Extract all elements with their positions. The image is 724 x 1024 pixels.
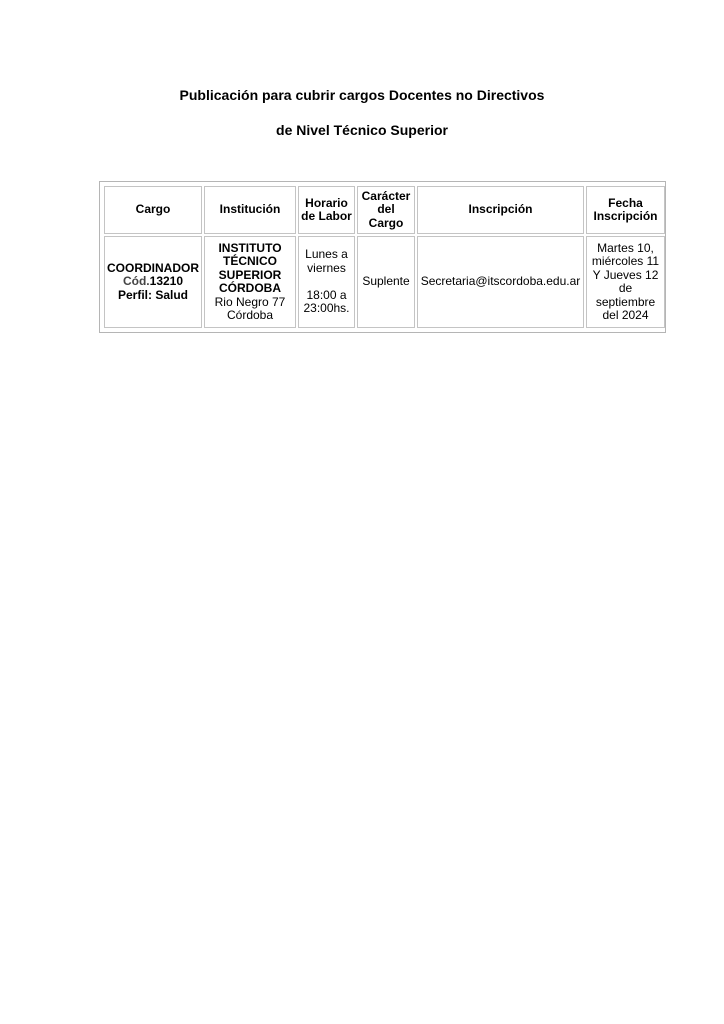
cell-fecha: Martes 10, miércoles 11 Y Jueves 12 de septiembre del 2024 (586, 236, 665, 328)
cargo-perfil: Perfil: Salud (117, 287, 188, 302)
header-horario: Horario de Labor (298, 186, 355, 234)
table-header-row (104, 186, 665, 234)
institucion-address: Rio Negro 77 (214, 294, 286, 309)
cell-cargo (104, 236, 202, 328)
cell-horario: Lunes a viernes 18:00 a 23:00hs. (298, 236, 355, 328)
inscripcion-email: Secretaria@itscordoba.edu.ar (420, 274, 581, 289)
positions-table (99, 181, 666, 333)
header-inscripcion: Inscripción (417, 186, 584, 234)
header-cargo: Cargo (104, 186, 202, 234)
cell-institucion: INSTITUTO TÉCNICO SUPERIOR CÓRDOBA Rio Negro 77 Córdoba (204, 236, 296, 328)
positions-table-grid (102, 184, 667, 330)
institucion-city: Córdoba (226, 308, 274, 322)
cell-caracter: Suplente (357, 236, 415, 328)
header-fecha: Fecha Inscripción (586, 186, 665, 234)
cargo-code: Cód.13210 (122, 274, 184, 289)
table-row (104, 236, 665, 328)
cargo-title: COORDINADOR (107, 260, 199, 275)
cell-inscripcion (417, 236, 584, 328)
document-title-line-2: de Nivel Técnico Superior (276, 122, 448, 138)
document-title-line-1: Publicación para cubrir cargos Docentes no Directivos (179, 87, 545, 103)
header-caracter: Carácter del Cargo (357, 186, 415, 234)
header-institucion: Institución (204, 186, 296, 234)
